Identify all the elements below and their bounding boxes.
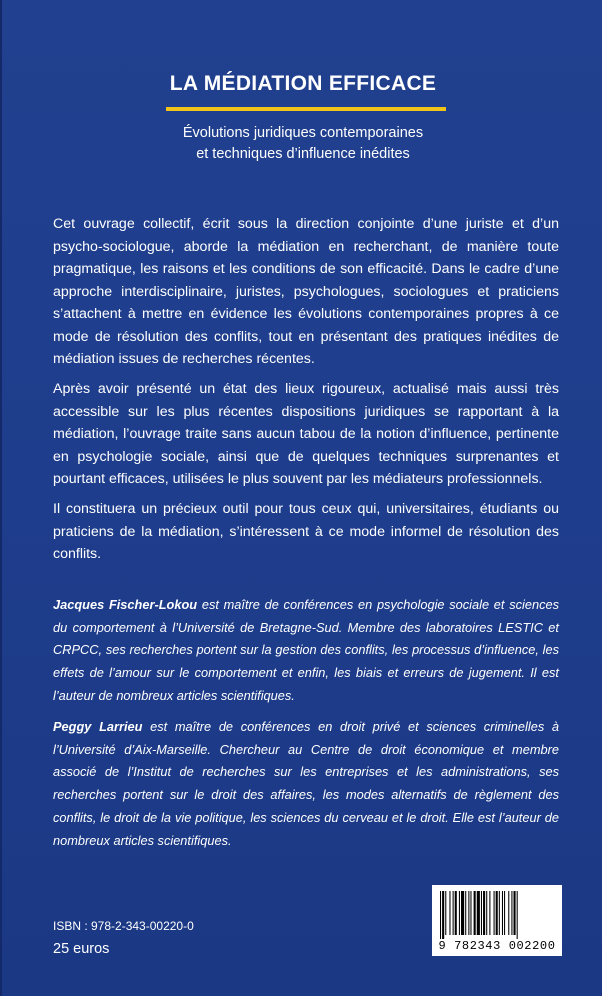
subtitle-line-2: et techniques d’influence inédites <box>196 146 410 162</box>
barcode-bar <box>468 891 469 935</box>
barcode-bar <box>481 891 482 935</box>
barcode <box>432 885 562 956</box>
barcode-bar <box>455 891 457 935</box>
barcode-bar <box>504 891 505 935</box>
barcode-bar <box>499 891 500 935</box>
barcode-bar <box>442 891 444 939</box>
barcode-bars <box>440 891 554 939</box>
price: 25 euros <box>53 941 110 957</box>
barcode-bar <box>445 891 446 935</box>
barcode-bar <box>459 891 460 935</box>
summary-paragraph-1: Cet ouvrage collectif, écrit sous la direction conjointe d’une juriste et d’un psycho-sociologue, aborde la médiation en recherchant, de manière toute pragmatique, les raisons et les conditions de son efficacité. Dans le cadre d’une approche interdisciplinaire, juristes, psychologues, sociologues et praticiens s’attachent à mettre en évidence les évolutions contemporaines propres à ce mode de résolution des conflits, tout en présentant des pratiques inédites de médiation issues de recherches récentes. <box>53 216 559 367</box>
author-bio-text: est maître de conférences en droit privé et sciences criminelles à l’Université d’Aix-Marseille. Chercheur au Centre de droit économique et membre associé de l’Institut de recherches sur les entreprises et les administrations, ses recherches portent sur le droit des affaires, les modes alternatifs de règlement des conflits, le droit de la vie politique, les sciences du cerveau et le droit. Elle est l’auteur de nombreux articles scientifiques. <box>53 719 560 848</box>
author-name: Jacques Fischer-Lokou <box>53 597 198 612</box>
barcode-bar <box>489 891 490 935</box>
barcode-bar <box>494 891 495 935</box>
author-bio-2 <box>53 716 559 852</box>
book-subtitle <box>2 123 602 165</box>
barcode-bar <box>477 891 480 935</box>
barcode-bar <box>465 891 466 935</box>
subtitle-line-1: Évolutions juridiques contemporaines <box>182 125 424 141</box>
author-bio-1 <box>53 594 559 708</box>
book-title: LA MÉDIATION EFFICACE <box>169 72 437 95</box>
barcode-bar <box>440 891 441 939</box>
barcode-bar <box>517 891 518 939</box>
barcode-bar <box>496 891 498 935</box>
author-name: Peggy Larrieu <box>53 719 143 734</box>
barcode-bar <box>474 891 476 935</box>
isbn: ISBN : 978-2-343-00220-0 <box>53 919 194 933</box>
barcode-bar <box>470 891 471 935</box>
barcode-bar <box>453 891 454 935</box>
author-bio-text: est maître de conférences en psychologie sociale et sciences du comportement à l’Université de Bretagne-Sud. Membre des laboratoires LESTIC et CRPCC, ses recherches portent sur la gestion des conflits, les processus d’influence, les effets de l’amour sur le comportement et enfin, les biais et erreurs de jugement. Il est l’auteur de nombreux articles scientifiques. <box>53 597 559 703</box>
barcode-bar <box>514 891 516 935</box>
title-underline <box>166 107 446 111</box>
barcode-bar <box>511 891 512 935</box>
barcode-bar <box>461 891 464 935</box>
summary-paragraph-3: Il constituera un précieux outil pour tous ceux qui, universitaires, étudiants ou praticiens de la médiation, s’intéressent à ce mode informel de résolution des conflits. <box>53 501 559 562</box>
barcode-bar <box>486 891 487 935</box>
barcode-bar <box>449 891 450 935</box>
barcode-bar <box>483 891 485 935</box>
summary-paragraph-2: Après avoir présenté un état des lieux rigoureux, actualisé mais aussi très accessible sur les plus récentes dispositions juridiques se rapportant à la médiation, l’ouvrage traite sans aucun tabou de la notion d’influence, pertinente en psychologie sociale, ainsi que de quelques techniques surprenantes et pourtant efficaces, utilisées le plus souvent par les médiateurs professionnels. <box>53 381 559 487</box>
barcode-digits: 9 782343 002200 <box>438 939 556 953</box>
barcode-bar <box>508 891 509 935</box>
barcode-bar <box>502 891 503 935</box>
